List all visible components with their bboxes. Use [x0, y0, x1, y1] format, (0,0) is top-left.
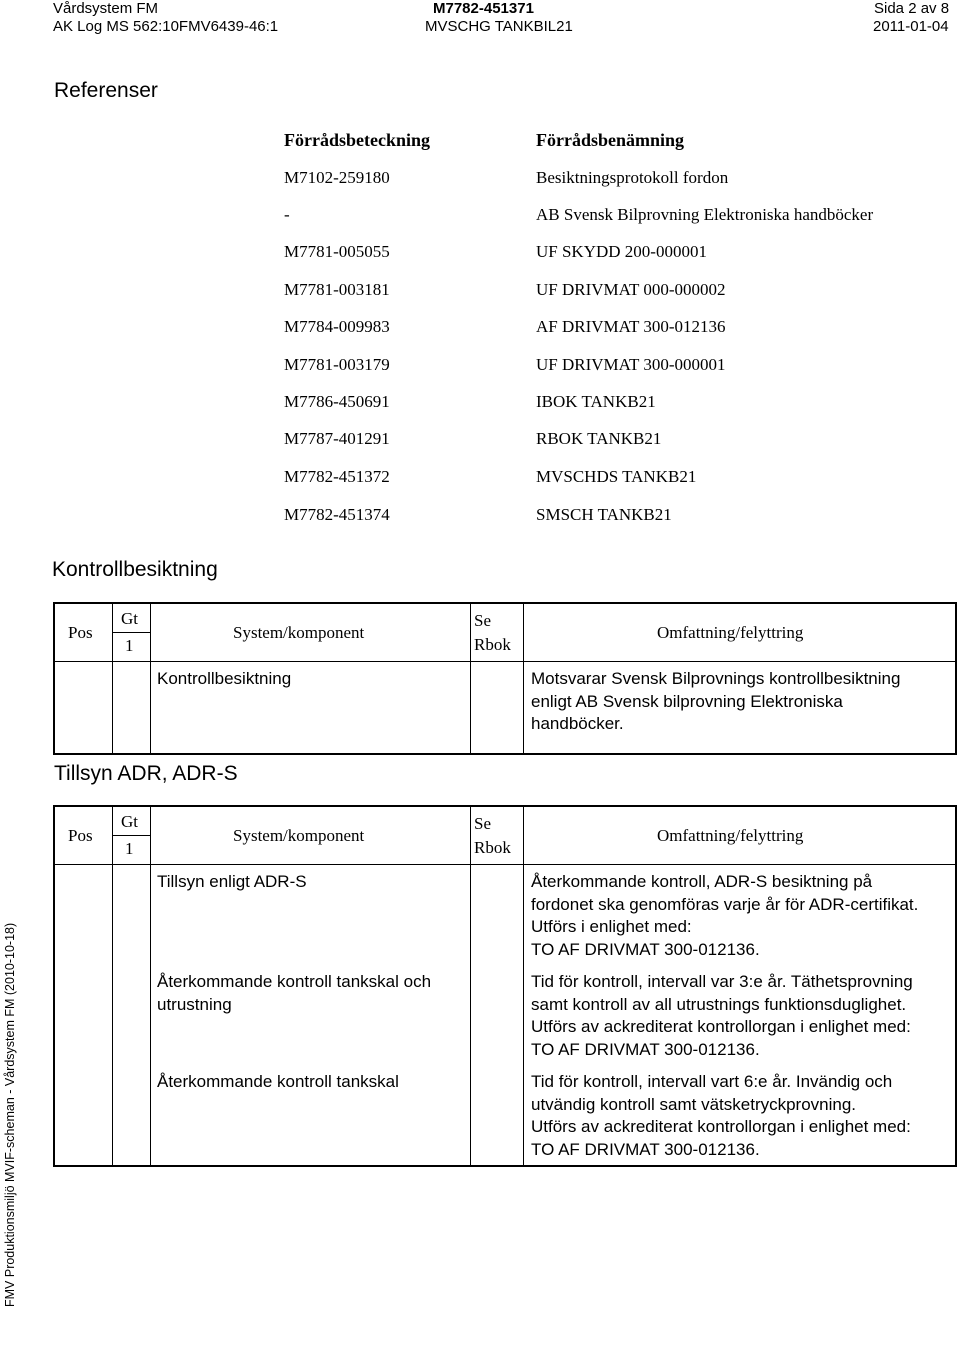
scope-text: Tid för kontroll, intervall var 3:e år. Täthetsprovning samt kontroll av all utrustnings funktionsduglighet. Utförs av ackrediterat kontrollorgan i enlighet med: TO AF DRIVMAT 300-012136. — [531, 972, 913, 1059]
reference-id: M7781-003179 — [284, 355, 390, 374]
reference-id: M7781-005055 — [284, 242, 390, 261]
header-log: AK Log MS 562:10FMV6439-46:1 — [53, 18, 279, 35]
reference-id: - — [284, 205, 290, 224]
reference-row — [0, 280, 960, 317]
component-text: Återkommande kontroll tankskal — [157, 1072, 399, 1091]
header-scope: Omfattning/felyttring — [657, 826, 804, 845]
reference-id: M7782-451372 — [284, 467, 390, 486]
reference-name: RBOK TANKB21 — [536, 429, 662, 448]
references-col2-header: Förrådsbenämning — [536, 130, 685, 150]
reference-name: AF DRIVMAT 300-012136 — [536, 317, 726, 336]
reference-name: IBOK TANKB21 — [536, 392, 656, 411]
header-rbok: Rbok — [474, 635, 511, 654]
scope-text: Tid för kontroll, intervall vart 6:e år. Invändig och utvändig kontroll samt vätsketryckprovning. Utförs av ackrediterat kontrollorgan i enlighet med: TO AF DRIVMAT 300-012136. — [531, 1072, 911, 1159]
reference-name: UF DRIVMAT 000-000002 — [536, 280, 726, 299]
kontrollbesiktning-table — [53, 602, 957, 755]
reference-row — [0, 355, 960, 392]
header-rbok: Rbok — [474, 838, 511, 857]
header-date: 2011-01-04 — [873, 18, 949, 35]
references-col1-header: Förrådsbeteckning — [284, 130, 430, 150]
header-title: MVSCHG TANKBIL21 — [425, 18, 573, 35]
reference-id: M7782-451374 — [284, 505, 390, 524]
reference-name: Besiktningsprotokoll fordon — [536, 168, 729, 187]
reference-id: M7781-003181 — [284, 280, 390, 299]
reference-id: M7787-401291 — [284, 429, 390, 448]
reference-name: SMSCH TANKB21 — [536, 505, 672, 524]
scope-text: Återkommande kontroll, ADR-S besiktning på fordonet ska genomföras varje år för ADR-certifikat. Utförs i enlighet med: TO AF DRIVMAT 300-012136. — [531, 872, 919, 959]
header-pos: Pos — [68, 623, 93, 642]
component-text: Återkommande kontroll tankskal och utrustning — [157, 972, 432, 1014]
header-scope: Omfattning/felyttring — [657, 623, 804, 642]
reference-id: M7786-450691 — [284, 392, 390, 411]
component-text: Kontrollbesiktning — [157, 669, 292, 688]
component-text: Tillsyn enligt ADR-S — [157, 872, 307, 891]
section-kontrollbesiktning-title: Kontrollbesiktning — [52, 558, 218, 581]
header-se: Se — [474, 611, 491, 630]
reference-name: UF SKYDD 200-000001 — [536, 242, 707, 261]
header-doc-id: M7782-451371 — [433, 0, 534, 17]
reference-row — [0, 505, 960, 542]
header-gt: Gt — [121, 609, 138, 628]
reference-row — [0, 317, 960, 354]
section-tillsyn-title: Tillsyn ADR, ADR-S — [54, 762, 238, 785]
header-system-component: System/komponent — [233, 623, 365, 642]
header-gt-value: 1 — [125, 636, 134, 655]
reference-row — [0, 205, 960, 242]
header-page: Sida 2 av 8 — [874, 0, 950, 17]
reference-row — [0, 168, 960, 205]
reference-name: AB Svensk Bilprovning Elektroniska handböcker — [536, 205, 874, 224]
reference-row — [0, 429, 960, 466]
reference-name: UF DRIVMAT 300-000001 — [536, 355, 726, 374]
reference-row — [0, 242, 960, 279]
reference-row — [0, 392, 960, 429]
scope-text: Motsvarar Svensk Bilprovnings kontrollbesiktning enligt AB Svensk bilprovning Elektroniska handböcker. — [531, 669, 901, 733]
header-gt: Gt — [121, 812, 138, 831]
references-heading: Referenser — [54, 79, 158, 102]
side-footer-text: FMV Produktionsmiljö MVIF-scheman - Vårdsystem FM (2010-10-18) — [3, 922, 17, 1307]
reference-id: M7784-009983 — [284, 317, 390, 336]
header-system: Vårdsystem FM — [53, 0, 159, 17]
header-gt-value: 1 — [125, 839, 134, 858]
reference-name: MVSCHDS TANKB21 — [536, 467, 697, 486]
header-se: Se — [474, 814, 491, 833]
header-pos: Pos — [68, 826, 93, 845]
reference-id: M7102-259180 — [284, 168, 390, 187]
reference-row — [0, 467, 960, 504]
header-system-component: System/komponent — [233, 826, 365, 845]
tillsyn-table — [53, 805, 957, 1167]
